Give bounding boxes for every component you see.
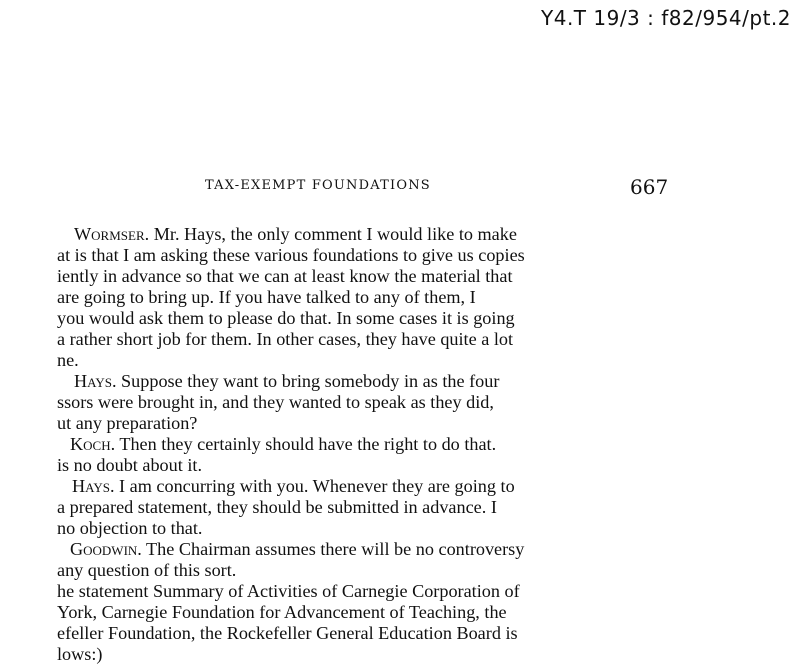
- line-text: [57, 413, 197, 433]
- line-text: [57, 518, 202, 538]
- speaker-name: Wormser.: [74, 224, 150, 244]
- line-content: ne.: [57, 350, 79, 370]
- line-text: [57, 581, 520, 601]
- line-text: [57, 350, 79, 370]
- line-text: [57, 329, 513, 349]
- line-content: lows:): [57, 644, 103, 664]
- line-content: he statement Summary of Activities of Carnegie Corporation of: [57, 581, 520, 601]
- line-content: I am concurring with you. Whenever they are going to: [114, 476, 515, 496]
- speaker-name: Koch.: [70, 434, 116, 454]
- line-text: [57, 245, 525, 265]
- line-text: [70, 539, 524, 559]
- speaker-name: Goodwin.: [70, 539, 142, 559]
- line-content: a prepared statement, they should be submitted in advance. I: [57, 497, 497, 517]
- line-content: York, Carnegie Foundation for Advancement of Teaching, the: [57, 602, 507, 622]
- line-content: Then they certainly should have the right to do that.: [115, 434, 497, 454]
- line-text: [74, 371, 499, 391]
- line-text: [57, 287, 476, 307]
- line-text: [57, 644, 102, 664]
- line-text: [57, 623, 518, 643]
- running-head: TAX-EXEMPT FOUNDATIONS: [205, 178, 431, 193]
- line-content: you would ask them to please do that. In some cases it is going: [57, 308, 515, 328]
- line-text: [57, 602, 507, 622]
- line-content: any question of this sort.: [57, 560, 237, 580]
- line-text: [57, 266, 513, 286]
- line-content: is no doubt about it.: [57, 455, 202, 475]
- line-text: [57, 497, 497, 517]
- page-number: 667: [630, 175, 669, 199]
- line-content: ssors were brought in, and they wanted to speak as they did,: [57, 392, 494, 412]
- line-content: at is that I am asking these various foundations to give us copies: [57, 245, 525, 265]
- line-content: ut any preparation?: [57, 413, 198, 433]
- line-content: The Chairman assumes there will be no controversy: [141, 539, 525, 559]
- line-content: Suppose they want to bring somebody in as the four: [116, 371, 500, 391]
- line-content: no objection to that.: [57, 518, 203, 538]
- line-text: [72, 476, 515, 496]
- line-content: a rather short job for them. In other cases, they have quite a lot: [57, 329, 514, 349]
- speaker-name: Hays.: [72, 476, 115, 496]
- line-text: [57, 308, 515, 328]
- line-text: [74, 224, 517, 244]
- document-id: Y4.T 19/3 : f82/954/pt.2: [541, 6, 791, 30]
- line-text: [57, 455, 202, 475]
- line-text: [57, 560, 236, 580]
- line-content: iently in advance so that we can at least know the material that: [57, 266, 513, 286]
- line-content: Mr. Hays, the only comment I would like to make: [149, 224, 517, 244]
- line-text: [57, 392, 494, 412]
- line-content: are going to bring up. If you have talked to any of them, I: [57, 287, 476, 307]
- speaker-name: Hays.: [74, 371, 117, 391]
- line-text: [70, 434, 496, 454]
- line-content: efeller Foundation, the Rockefeller General Education Board is: [57, 623, 518, 643]
